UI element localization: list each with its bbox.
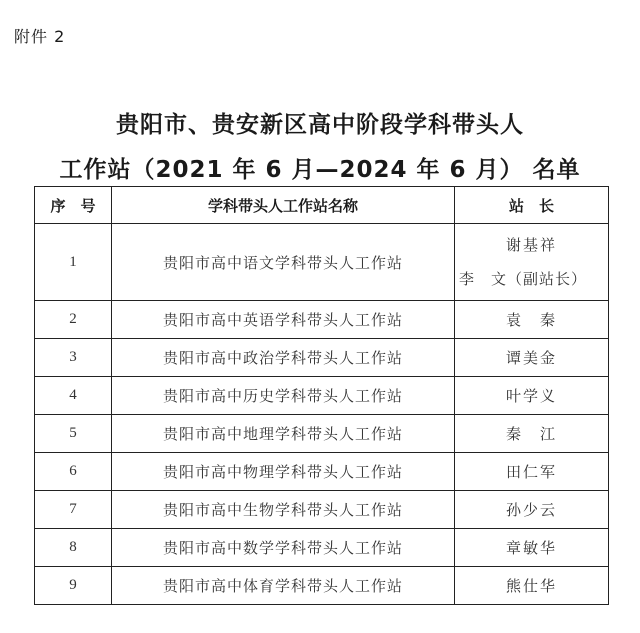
- station-chief: 秦 江: [455, 415, 609, 453]
- document-title-line-1: 贵阳市、贵安新区高中阶段学科带头人: [116, 112, 524, 138]
- station-name: 贵阳市高中生物学科带头人工作站: [112, 491, 455, 529]
- table-row: [35, 415, 609, 453]
- station-name: 贵阳市高中数学学科带头人工作站: [112, 529, 455, 567]
- station-name: 贵阳市高中历史学科带头人工作站: [112, 377, 455, 415]
- document-title-line-2: 工作站（2021 年 6 月—2024 年 6 月） 名单: [59, 157, 581, 183]
- table-row: [35, 377, 609, 415]
- table-row: [35, 567, 609, 605]
- station-chief: 谢基祥: [505, 236, 557, 254]
- row-number: 1: [35, 224, 112, 301]
- station-name: 贵阳市高中语文学科带头人工作站: [112, 224, 455, 301]
- station-name: 贵阳市高中地理学科带头人工作站: [112, 415, 455, 453]
- row-number: 7: [35, 491, 112, 529]
- station-chief: 叶学义: [455, 377, 609, 415]
- row-number: 5: [35, 415, 112, 453]
- station-chief: 谭美金: [455, 339, 609, 377]
- row-number: 3: [35, 339, 112, 377]
- station-chief: 熊仕华: [455, 567, 609, 605]
- station-chief: 袁 秦: [455, 301, 609, 339]
- row-number: 8: [35, 529, 112, 567]
- table-row: [35, 301, 609, 339]
- station-chief: 田仁军: [455, 453, 609, 491]
- table-row: [35, 529, 609, 567]
- table-row: [35, 453, 609, 491]
- row-number: 2: [35, 301, 112, 339]
- header-station-name: 学科带头人工作站名称: [112, 187, 455, 224]
- station-name: 贵阳市高中物理学科带头人工作站: [112, 453, 455, 491]
- header-chief: 站 长: [455, 187, 609, 224]
- station-roster-table: [34, 186, 609, 605]
- station-chief: 章敏华: [455, 529, 609, 567]
- station-name: 贵阳市高中体育学科带头人工作站: [112, 567, 455, 605]
- table-row: [35, 224, 609, 301]
- station-chief: 孙少云: [455, 491, 609, 529]
- row-number: 9: [35, 567, 112, 605]
- header-seq: 序 号: [35, 187, 112, 224]
- table-header-row: [35, 187, 609, 224]
- row-number: 6: [35, 453, 112, 491]
- station-name: 贵阳市高中英语学科带头人工作站: [112, 301, 455, 339]
- table-row: [35, 339, 609, 377]
- deputy-chief: 李 文（副站长）: [459, 270, 588, 288]
- row-number: 4: [35, 377, 112, 415]
- station-name: 贵阳市高中政治学科带头人工作站: [112, 339, 455, 377]
- attachment-label: 附件 2: [14, 27, 66, 46]
- table-row: [35, 491, 609, 529]
- station-chief-cell: [455, 224, 609, 301]
